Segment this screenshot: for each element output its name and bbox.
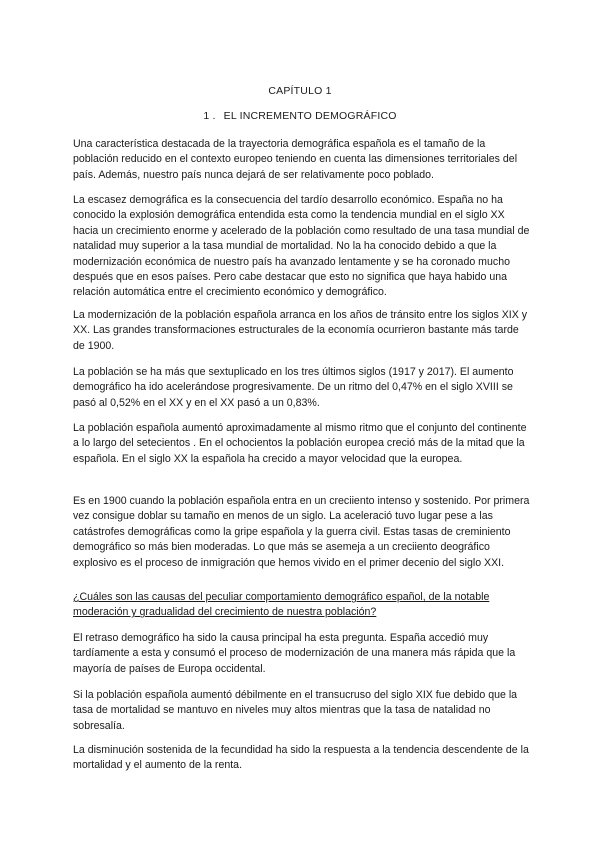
paragraph-6: Es en 1900 cuando la población española entra en un creciiento intenso y sostenido. Por primera vez consigue doblar su tamaño en menos de un siglo. La aceleració tuvo lugar pese a las catástrofes demográficas como la gripe española y la guerra civil. Estas tasas de creminiento demográfico so más bien moderadas. Lo que más se asemeja a un creciiento deográfico explosivo es el proceso de inmigración que hemos vivido en el primer decenio del siglo XXI. [73,495,530,569]
paragraph-2: La escasez demográfica es la consecuencia del tardío desarrollo económico. España no ha conocido la explosión demográfica entendida esta como la tendencia mundial en el siglo XX hacia un crecimiento enorme y acelerado de la población como resultado de una tasa mundial de natalidad muy superior a la tasa mundial de mortalidad. No la ha conocido debido a que la modernización económica de nuestro país ha avanzado lentamente y se ha coronado mucho después que en esos países. Pero cabe destacar que esto no significa que haya habido una relación automática entre el crecimiento económico y demográfico. [73,194,530,299]
section-number: 1 . [203,110,216,122]
paragraph-4: La población se ha más que sextuplicado en los tres últimos siglos (1917 y 2017). El aumento demográfico ha ido acelerándose progresivamente. De un ritmo del 0,47% en el siglo XVIII se pasó al 0,52% en el XX y en el XX pasó a un 0,83%. [73,366,514,409]
paragraph-1: Una característica destacada de la trayectoria demográfica española es el tamaño de la población reducido en el contexto europeo teniendo en cuenta las dimensiones territoriales del país. Además, nuestro país nunca dejará de ser relativamente poco poblado. [73,138,518,181]
chapter-heading: CAPÍTULO 1 [268,85,332,97]
question-heading: ¿Cuáles son las causas del peculiar comportamiento demográfico español, de la notable moderación y gradualidad del crecimiento de nuestra población? [73,591,490,619]
paragraph-8: Si la población española aumentó débilmente en el transucruso del siglo XIX fue debido que la tasa de mortalidad se mantuvo en niveles muy altos mientras que la tasa de natalidad no sobresalía. [73,689,518,732]
paragraph-7: El retraso demográfico ha sido la causa principal ha esta pregunta. España accedió muy tardíamente a esta y consumó el proceso de modernización de una manera más rápida que la mayoría de países de Europa occidental. [73,632,516,675]
paragraph-9: La disminución sostenida de la fecundidad ha sido la respuesta a la tendencia descendente de la mortalidad y el aumento de la renta. [73,744,529,772]
paragraph-3: La modernización de la población española arranca en los años de tránsito entre los siglos XIX y XX. Las grandes transformaciones estructurales de la economía ocurrieron bastante más tarde de 1900. [73,309,528,352]
section-title: EL INCREMENTO DEMOGRÁFICO [223,110,397,122]
paragraph-5: La población española aumentó aproximadamente al mismo ritmo que el conjunto del continente a lo largo del setecientos . En el ochocientos la población europea creció más de la mitad que la española. En el siglo XX la española ha crecido a mayor velocidad que la europea. [73,422,527,465]
section-heading [0,110,600,122]
